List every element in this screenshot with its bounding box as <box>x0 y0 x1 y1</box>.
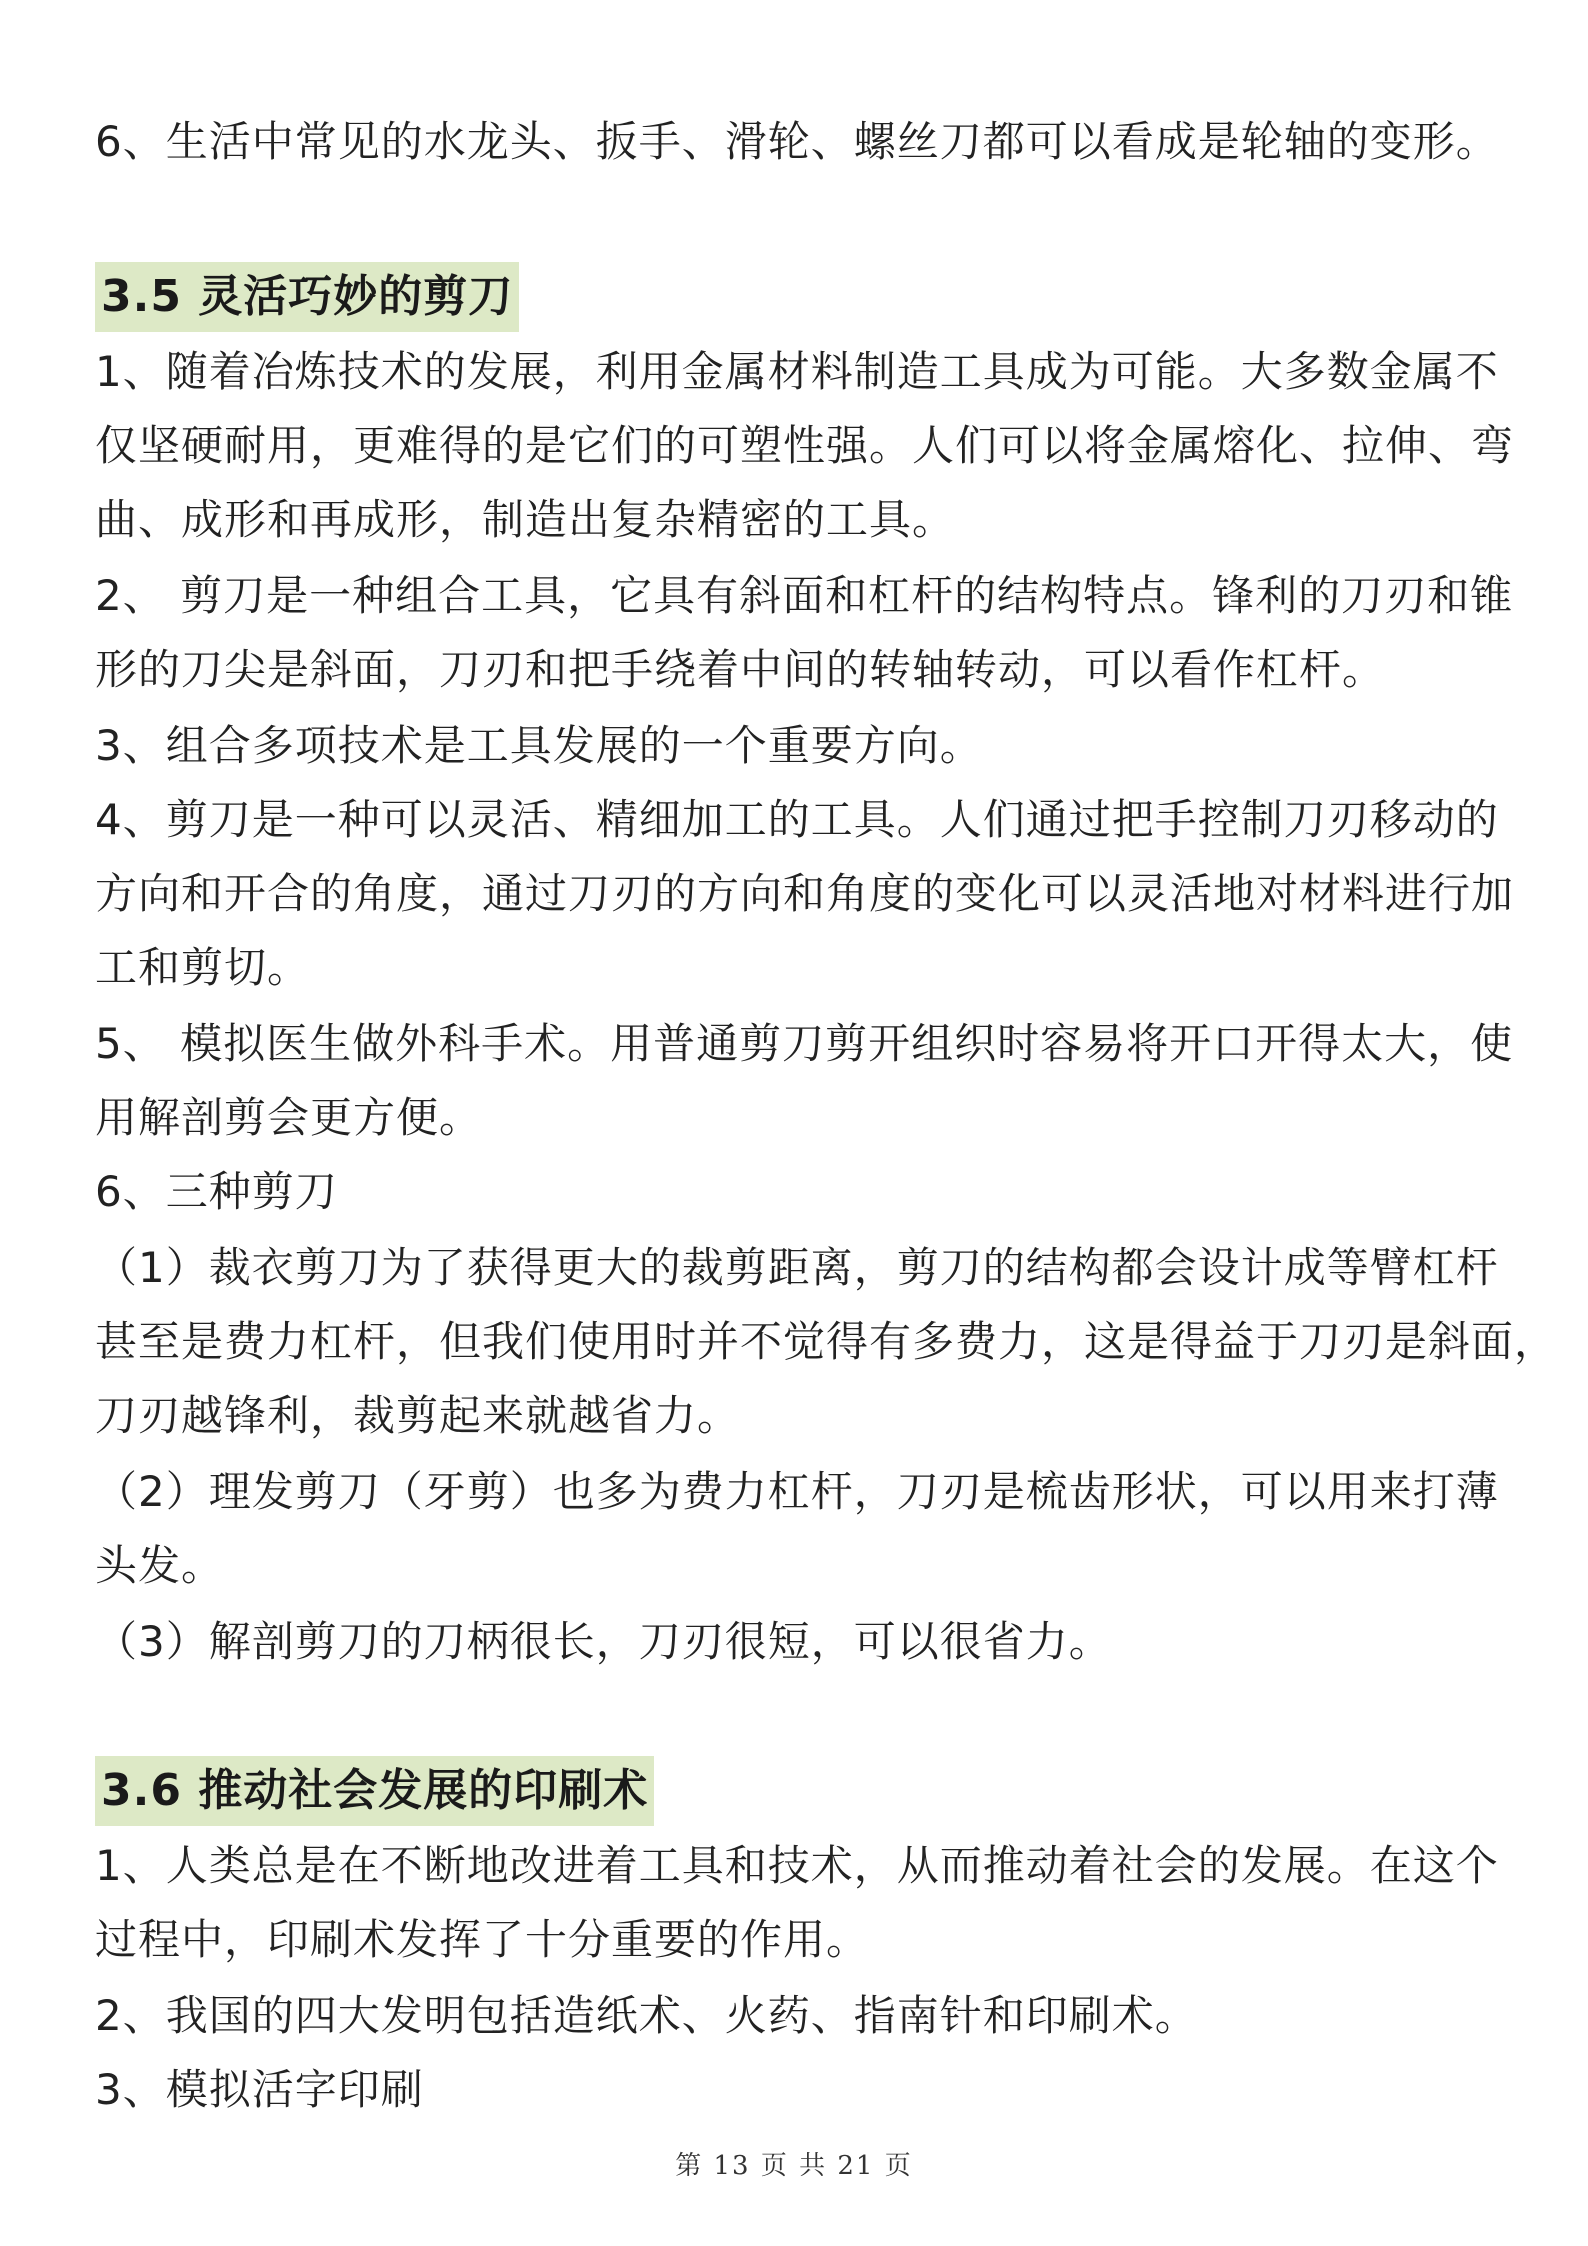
paragraph-line: 5、 模拟医生做外科手术。用普通剪刀剪开组织时容易将开口开得太大，使 <box>95 1019 1514 1068</box>
paragraph-line: 2、 剪刀是一种组合工具，它具有斜面和杠杆的结构特点。锋利的刀刃和锥 <box>95 571 1514 620</box>
page-number-footer: 第 13 页 共 21 页 <box>675 2151 913 2181</box>
paragraph-line: 6、三种剪刀 <box>95 1167 338 1216</box>
paragraph-line: 6、生活中常见的水龙头、扳手、滑轮、螺丝刀都可以看成是轮轴的变形。 <box>95 117 1499 166</box>
paragraph-line: 曲、成形和再成形，制造出复杂精密的工具。 <box>95 495 956 544</box>
paragraph-line: 3、组合多项技术是工具发展的一个重要方向。 <box>95 721 983 770</box>
paragraph-line: 头发。 <box>95 1541 225 1590</box>
paragraph-line: 用解剖剪会更方便。 <box>95 1093 483 1142</box>
paragraph-line: （3）解剖剪刀的刀柄很长，刀刃很短，可以很省力。 <box>95 1617 1112 1666</box>
paragraph-line: （1）裁衣剪刀为了获得更大的裁剪距离，剪刀的结构都会设计成等臂杠杆 <box>95 1243 1499 1292</box>
section-heading-3-5: 3.5 灵活巧妙的剪刀 <box>95 262 519 332</box>
paragraph-line: 3、模拟活字印刷 <box>95 2065 424 2114</box>
paragraph-line: 形的刀尖是斜面，刀刃和把手绕着中间的转轴转动，可以看作杠杆。 <box>95 645 1386 694</box>
paragraph-line: （2）理发剪刀（牙剪）也多为费力杠杆，刀刃是梳齿形状，可以用来打薄 <box>95 1467 1499 1516</box>
paragraph-line: 2、我国的四大发明包括造纸术、火药、指南针和印刷术。 <box>95 1991 1198 2040</box>
paragraph-line: 甚至是费力杠杆，但我们使用时并不觉得有多费力，这是得益于刀刃是斜面， <box>95 1317 1558 1366</box>
paragraph-line: 仅坚硬耐用，更难得的是它们的可塑性强。人们可以将金属熔化、拉伸、弯 <box>95 421 1515 470</box>
paragraph-line: 方向和开合的角度，通过刀刃的方向和角度的变化可以灵活地对材料进行加 <box>95 869 1515 918</box>
paragraph-line: 过程中，印刷术发挥了十分重要的作用。 <box>95 1915 870 1964</box>
paragraph-line: 1、人类总是在不断地改进着工具和技术，从而推动着社会的发展。在这个 <box>95 1841 1499 1890</box>
paragraph-line: 4、剪刀是一种可以灵活、精细加工的工具。人们通过把手控制刀刃移动的 <box>95 795 1499 844</box>
paragraph-line: 工和剪切。 <box>95 943 311 992</box>
paragraph-line: 1、随着冶炼技术的发展，利用金属材料制造工具成为可能。大多数金属不 <box>95 347 1499 396</box>
section-heading-3-6: 3.6 推动社会发展的印刷术 <box>95 1756 654 1826</box>
paragraph-line: 刀刃越锋利，裁剪起来就越省力。 <box>95 1391 741 1440</box>
